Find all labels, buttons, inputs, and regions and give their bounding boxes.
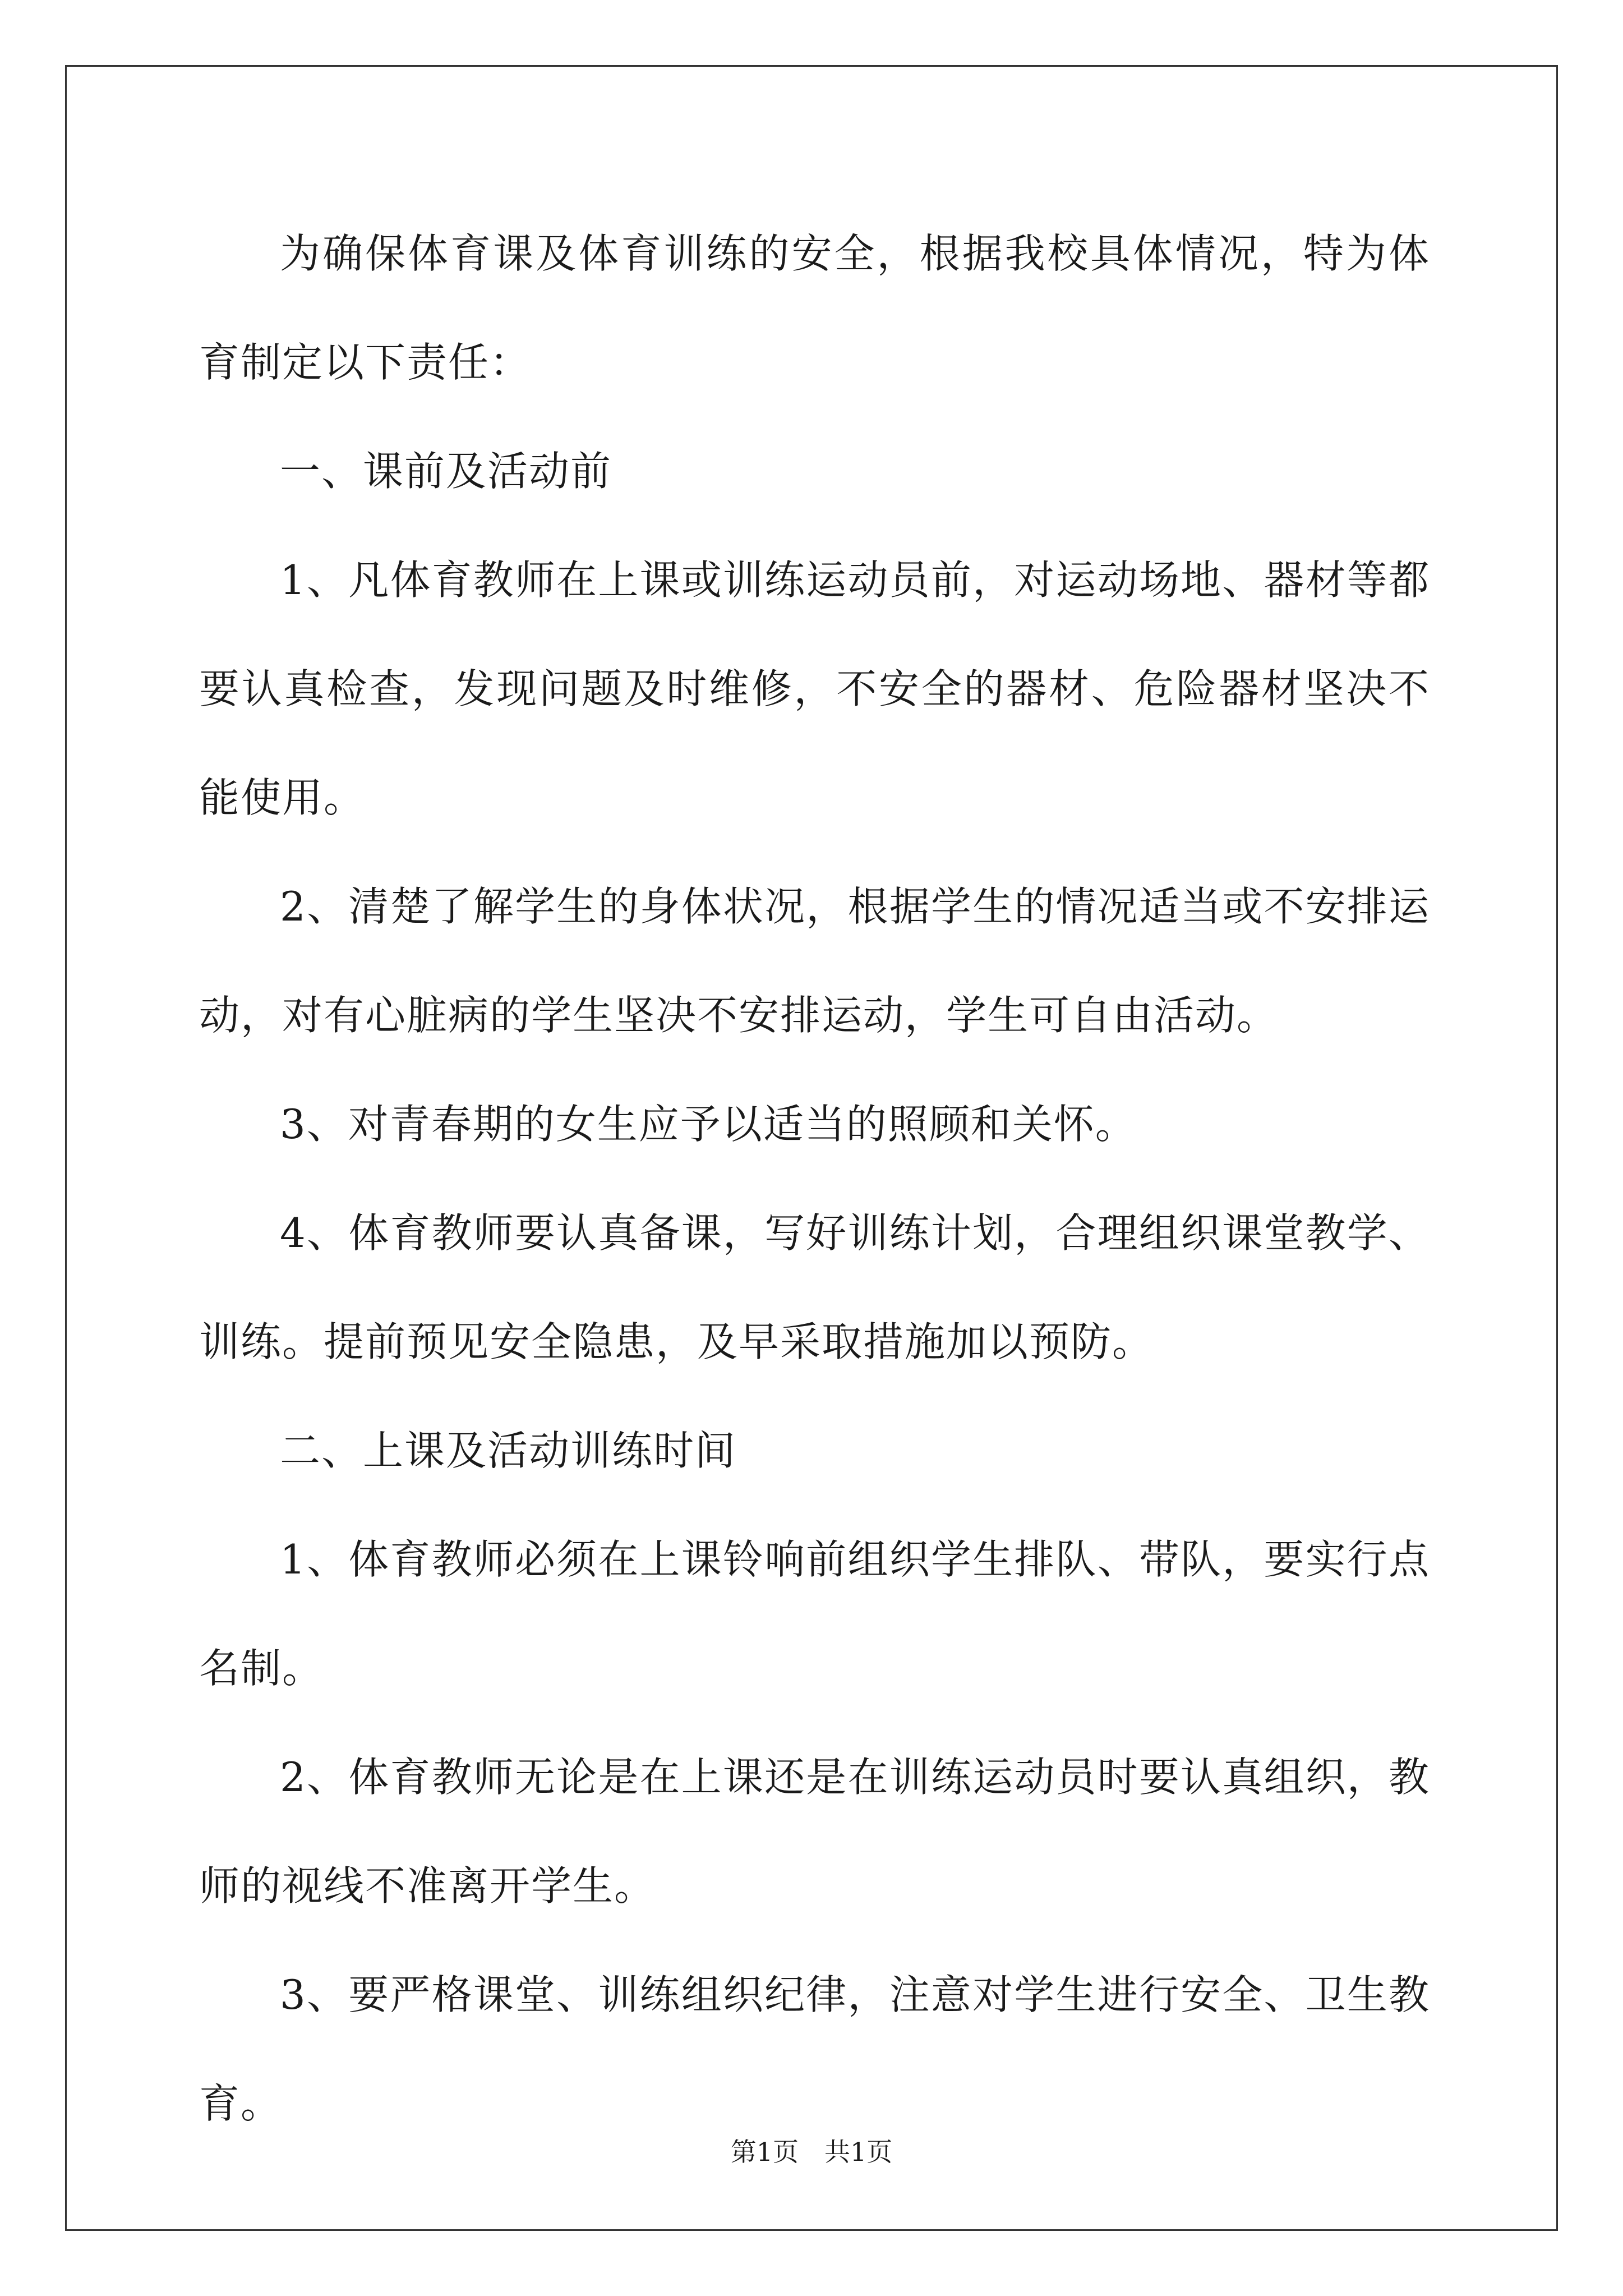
paragraph-1-1: 1、凡体育教师在上课或训练运动员前，对运动场地、器材等都要认真检查，发现问题及时维修，不安全的器材、危险器材坚决不能使用。 — [199, 556, 1430, 821]
paragraph-intro: 为确保体育课及体育训练的安全，根据我校具体情况，特为体育制定以下责任： — [199, 230, 1430, 386]
paragraph-2-2: 2、体育教师无论是在上课还是在训练运动员时要认真组织，教师的视线不准离开学生。 — [199, 1754, 1430, 1910]
section-heading-1: 一、课前及活动前 — [280, 448, 612, 495]
paragraph-2-3: 3、要严格课堂、训练组织纪律，注意对学生进行安全、卫生教育。 — [199, 1971, 1430, 2127]
paragraph-2-1: 1、体育教师必须在上课铃响前组织学生排队、带队，要实行点名制。 — [199, 1536, 1430, 1692]
paragraph-1-2: 2、清楚了解学生的身体状况，根据学生的情况适当或不安排运动，对有心脏病的学生坚决不安排运动，学生可自由活动。 — [199, 883, 1430, 1039]
page-number-footer: 第1页 共1页 — [730, 2137, 893, 2167]
paragraph-1-3: 3、对青春期的女生应予以适当的照顾和关怀。 — [280, 1101, 1137, 1148]
document-body — [199, 199, 1430, 2158]
section-heading-2: 二、上课及活动训练时间 — [280, 1427, 737, 1474]
paragraph-1-4: 4、体育教师要认真备课，写好训练计划，合理组织课堂教学、训练。提前预见安全隐患，及早采取措施加以预防。 — [199, 1209, 1430, 1365]
